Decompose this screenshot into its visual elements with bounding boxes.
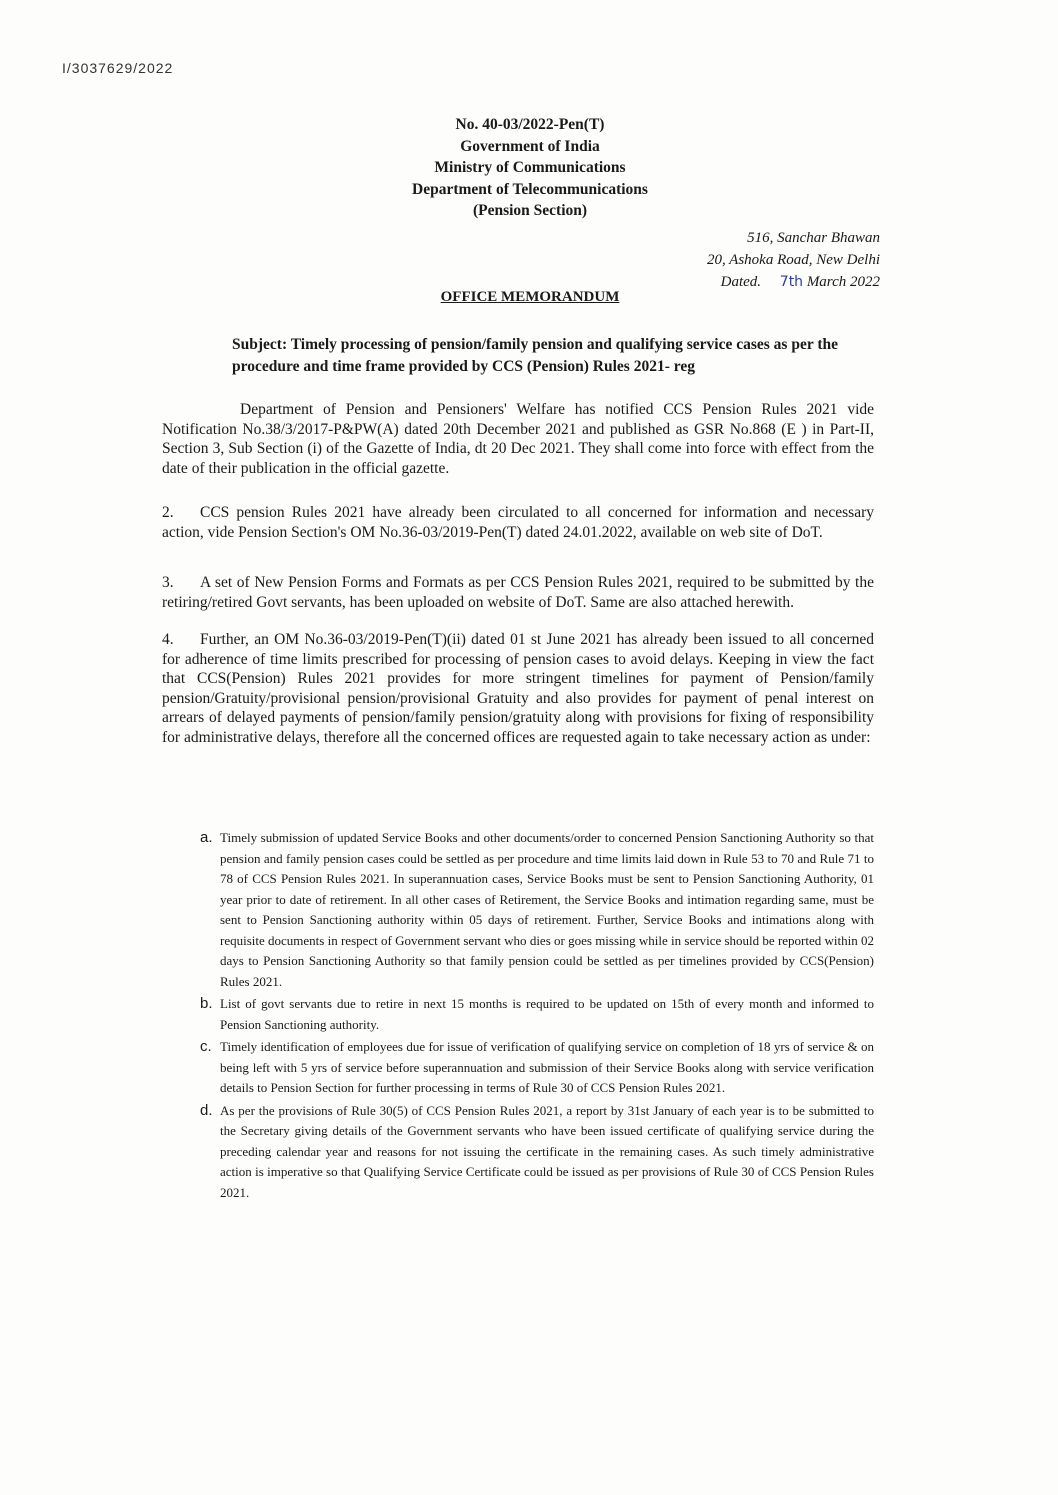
- list-text: List of govt servants due to retire in next 15 months is required to be updated on 15th of every month and informed to Pension Sanctioning authority.: [220, 996, 874, 1032]
- address-block: [707, 227, 880, 293]
- paragraph-text: CCS pension Rules 2021 have already been circulated to all concerned for information and necessary action, vide Pension Section's OM No.36-03/2019-Pen(T) dated 24.01.2022, available on web site of DoT.: [162, 504, 874, 541]
- list-item: [200, 994, 874, 1035]
- list-text: Timely submission of updated Service Books and other documents/order to concerned Pension Sanctioning Authority so that pension and family pension cases could be settled as per procedure and time limits laid down in Rule 53 to 70 and Rule 71 to 78 of CCS Pension Rules 2021. In superannuation cases, Service Books must be sent to Pension Sanctioning Authority, 01 year prior to date of retirement. In all other cases of Retirement, the Service Books and intimation regarding same, must be sent to Pension Sanctioning authority within 05 days of retirement. Further, Service Books and intimations along with requisite documents in respect of Government servant who dies or goes missing while in service should be reported within 02 days to Pension Sanctioning Authority so that family pension could be settled as per timelines provided by CCS(Pension) Rules 2021.: [220, 830, 874, 989]
- paragraph-number: 4.: [162, 631, 174, 648]
- address-line: 516, Sanchar Bhawan: [747, 230, 880, 246]
- letterhead-line: Government of India: [460, 137, 600, 155]
- subject: Subject: Timely processing of pension/family pension and qualifying service cases as per the procedure and time frame provided by CCS (Pension) Rules 2021- reg: [232, 336, 838, 375]
- list-marker: d.: [200, 1101, 213, 1119]
- paragraph-text: Further, an OM No.36-03/2019-Pen(T)(ii) dated 01 st June 2021 has already been issued to all concerned for adherence of time limits prescribed for processing of pension cases to avoid delays. Keeping in view the fact that CCS(Pension) Rules 2021 provides for more stringent timelines for payment of Pension/family pension/Gratuity/provisional pension/provisional Gratuity and also provides for payment of penal interest on arrears of delayed payments of pension/family pension/gratuity along with provisions for fixing of responsibility for administrative delays, therefore all the concerned offices are requested again to take necessary action as under:: [162, 631, 874, 746]
- address-line: 20, Ashoka Road, New Delhi: [706, 252, 880, 268]
- list-text: Timely identification of employees due for issue of verification of qualifying service on completion of 18 yrs of service & on being left with 5 yrs of service before superannuation and submission of their Service Books along with service verification details to Pension Section for further processing in terms of Rule 30 of CCS Pension Rules 2021.: [220, 1039, 874, 1095]
- list-marker: a.: [200, 829, 213, 846]
- action-list: [200, 828, 874, 1205]
- date-line: [707, 271, 880, 293]
- memo-title: OFFICE MEMORANDUM: [440, 289, 620, 305]
- paragraph-1: Department of Pension and Pensioners' Welfare has notified CCS Pension Rules 2021 vide Notification No.38/3/2017-P&PW(A) dated 20th December 2021 and published as GSR No.868 (E ) in Part-II, Section 3, Sub Section (i) of the Gazette of India, dt 20 Dec 2021. They shall come into force with effect from the date of their publication in the official gazette.: [162, 401, 874, 477]
- paragraph-text: A set of New Pension Forms and Formats as per CCS Pension Rules 2021, required to be submitted by the retiring/retired Govt servants, has been uploaded on website of DoT. Same are also attached herewith.: [162, 574, 874, 611]
- file-number: No. 40-03/2022-Pen(T): [455, 116, 605, 133]
- list-item: [200, 1101, 874, 1204]
- paragraph-number: 2.: [162, 504, 174, 521]
- month-year: March 2022: [806, 274, 880, 290]
- letterhead-line: Department of Telecommunications: [412, 180, 648, 198]
- dated-label: Dated.: [720, 274, 762, 290]
- paragraph-number: 3.: [162, 574, 174, 591]
- letterhead: [330, 114, 730, 222]
- list-item: [200, 1037, 874, 1099]
- handwritten-day: 7th: [779, 274, 804, 290]
- list-item: [200, 828, 874, 992]
- paragraph-2: [162, 503, 874, 542]
- letterhead-line: Ministry of Communications: [434, 159, 626, 176]
- document-id: I/3037629/2022: [62, 60, 174, 76]
- letterhead-line: (Pension Section): [472, 202, 588, 219]
- list-marker: c.: [200, 1038, 212, 1055]
- paragraph-3: [162, 573, 874, 612]
- list-text: As per the provisions of Rule 30(5) of CCS Pension Rules 2021, a report by 31st January of each year is to be submitted to the Secretary giving details of the Government servants who have been issued certificate of qualifying service during the preceding calendar year and reasons for not issuing the certificate in the remaining cases. As such timely administrative action is imperative so that Qualifying Service Certificate could be issued as per provisions of Rule 30 of CCS Pension Rules 2021.: [220, 1102, 874, 1200]
- paragraph-4: [162, 630, 874, 747]
- list-marker: b.: [200, 995, 213, 1012]
